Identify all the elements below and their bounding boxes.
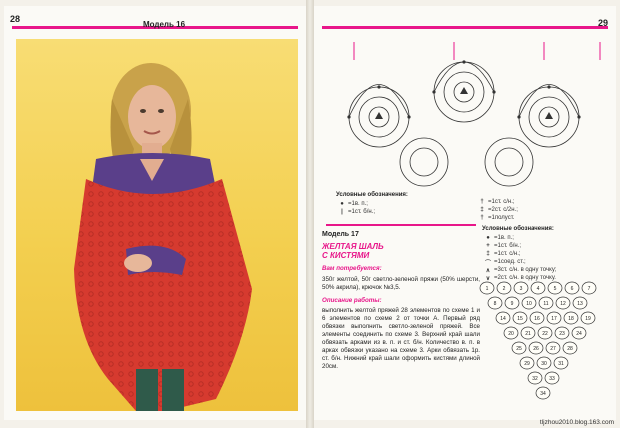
schema-element-number: 6 [570, 286, 574, 292]
single-crochet-icon: | [341, 209, 343, 215]
schema-element-number: 28 [567, 346, 573, 352]
double-crochet-icon: † [480, 199, 484, 205]
schema-element-number: 5 [553, 286, 557, 292]
schema-element-number: 9 [510, 301, 514, 307]
treble-crochet-icon: ‡ [480, 207, 484, 213]
two-together-icon: ∨ [485, 275, 491, 282]
legend-text: =1ст. б/н.; [348, 209, 376, 215]
article-title [322, 242, 480, 260]
chain-stitch-icon: ● [340, 201, 344, 207]
schema-element-number: 33 [549, 376, 555, 382]
legend-top-heading: Условные обозначения: [336, 192, 408, 198]
model-photo [16, 39, 298, 411]
schema-element-number: 11 [543, 301, 549, 307]
schema-element-number: 3 [519, 286, 523, 292]
woman-in-shawl-illustration [16, 39, 298, 411]
schema-element-number: 15 [517, 316, 523, 322]
legend-text: =2ст. с/н. в одну точку. [494, 275, 556, 281]
left-page [4, 6, 306, 420]
legend-item [482, 258, 612, 266]
legend-item [482, 250, 612, 258]
half-double-crochet-icon: † [480, 215, 484, 221]
legend-text: =1ст. с/н.; [488, 199, 515, 205]
schema-element-number: 22 [542, 331, 548, 337]
schema-element-number: 25 [516, 346, 522, 352]
work-heading: Описание работы: [322, 296, 382, 304]
legend-bottom-heading: Условные обозначения: [482, 226, 554, 232]
crochet-scheme-assembly [475, 278, 617, 408]
article-model-label: Модель 17 [322, 231, 359, 238]
schema-element-number: 20 [508, 331, 514, 337]
book-gutter [306, 0, 314, 428]
legend-text: =3ст. с/н. в одну точку; [494, 267, 557, 273]
page-number-right: 29 [597, 18, 608, 28]
article-text [322, 230, 480, 375]
article-rule [326, 224, 476, 226]
legend-text: =1в. п.; [348, 201, 368, 207]
schema-element-number: 14 [500, 316, 506, 322]
model-title: Модель 16 [142, 20, 186, 29]
schema-element-number: 34 [540, 391, 546, 397]
legend-text: =1ст. б/н.; [494, 243, 522, 249]
legend-item [476, 198, 606, 206]
legend-text: =1полуст. [488, 215, 515, 221]
single-crochet-icon: + [486, 243, 490, 249]
schema-element-number: 4 [536, 286, 540, 292]
chain-stitch-icon: ● [486, 235, 490, 241]
article-title-line2: С КИСТЯМИ [322, 251, 370, 261]
schema-element-number: 27 [550, 346, 556, 352]
slip-stitch-icon: ⌒ [484, 260, 491, 267]
schema-element-number: 26 [533, 346, 539, 352]
schema-element-number: 30 [541, 361, 547, 367]
top-rule-right [322, 26, 608, 29]
schema-element-number: 24 [576, 331, 582, 337]
legend-text: =1соед. ст.; [494, 259, 526, 265]
legend-item [482, 266, 612, 274]
schema-element-number: 21 [525, 331, 531, 337]
page-number-left: 28 [10, 14, 21, 24]
legend-item [482, 242, 612, 250]
three-together-icon: ∧ [485, 267, 491, 274]
legend-item [336, 208, 466, 216]
materials-heading: Вам потребуется: [322, 265, 382, 273]
legend-text: =1в. п.; [494, 235, 514, 241]
schema-element-number: 8 [493, 301, 497, 307]
schema-element-number: 16 [534, 316, 540, 322]
legend-text: =1ст. с/н.; [494, 251, 521, 257]
schema-element-number: 29 [524, 361, 530, 367]
schema-element-number: 2 [502, 286, 506, 292]
schema-element-number: 19 [585, 316, 591, 322]
double-crochet-icon: ‡ [486, 251, 490, 257]
article-title-line1: ЖЕЛТАЯ ШАЛЬ [322, 242, 384, 252]
legend-item [482, 234, 612, 242]
legend-item [476, 214, 606, 222]
schema-element-number: 1 [485, 286, 489, 292]
schema-element-number: 18 [568, 316, 574, 322]
legend-bottom [482, 226, 612, 282]
legend-top-left [336, 192, 466, 216]
schema-element-number: 7 [587, 286, 591, 292]
schema-element-number: 31 [558, 361, 564, 367]
legend-text: =2ст. с/2н.; [488, 207, 518, 213]
watermark: tljzhou2010.blog.163.com [539, 419, 614, 426]
legend-item [476, 206, 606, 214]
crochet-scheme-top [324, 32, 614, 194]
schema-element-number: 32 [532, 376, 538, 382]
schema-element-number: 12 [560, 301, 566, 307]
schema-element-number: 10 [526, 301, 532, 307]
legend-top-right [476, 198, 606, 222]
materials-text: 350г желтой, 50г светло-зеленой пряжи (50% шерсти, 50% акрила), крючок №3,5. [322, 275, 480, 291]
work-text: выполнить желтой пряжей 28 элементов по схеме 1 и 6 элементов по схеме 2 от точки А. Первый ряд обвязки выполнить светло-зеленой пряжей. Все элементы соединить по схеме 3. Верхний край шали обвязать арками из в. п. и ст. б/н. Количество в. п. в арках обвязки указано на схеме 3. Арки обвязать 1р. ст. б/н. Нижний край шали оформить кистями длиной 20см. [322, 306, 480, 371]
schema-element-number: 17 [551, 316, 557, 322]
schema-element-number: 13 [577, 301, 583, 307]
schema-element-number: 23 [559, 331, 565, 337]
legend-item [336, 200, 466, 208]
